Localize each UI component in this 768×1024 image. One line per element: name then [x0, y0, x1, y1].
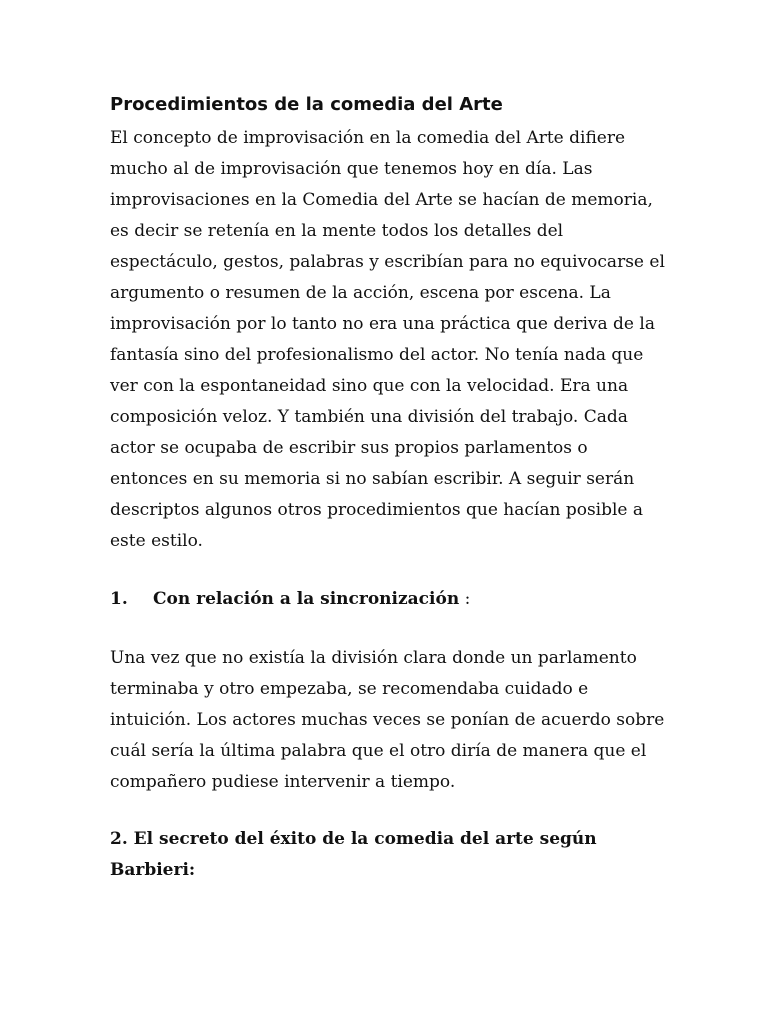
- section-2-heading: 2. El secreto del éxito de la comedia del arte según: [110, 829, 597, 849]
- paragraph-line: terminaba y otro empezaba, se recomendaba cuidado e: [110, 679, 589, 699]
- document-title: Procedimientos de la comedia del Arte: [110, 94, 503, 115]
- paragraph-line: El concepto de improvisación en la comedia del Arte difiere: [110, 128, 626, 148]
- section-1-number: 1.: [110, 589, 128, 609]
- paragraph-line: ver con la espontaneidad sino que con la velocidad. Era una: [110, 376, 629, 396]
- paragraph-line: es decir se retenía en la mente todos los detalles del: [110, 221, 564, 241]
- section-1-heading: [110, 587, 470, 611]
- paragraph-line: espectáculo, gestos, palabras y escribían para no equivocarse el: [110, 252, 665, 272]
- paragraph-line: fantasía sino del profesionalismo del actor. No tenía nada que: [110, 345, 644, 365]
- paragraph-line: mucho al de improvisación que tenemos hoy en día. Las: [110, 159, 593, 179]
- paragraph-line: descriptos algunos otros procedimientos que hacían posible a: [110, 500, 644, 520]
- paragraph-line: intuición. Los actores muchas veces se ponían de acuerdo sobre: [110, 710, 665, 730]
- paragraph-line: compañero pudiese intervenir a tiempo.: [110, 772, 456, 792]
- paragraph-line: composición veloz. Y también una división del trabajo. Cada: [110, 407, 628, 427]
- paragraph-line: cuál sería la última palabra que el otro diría de manera que el: [110, 741, 647, 761]
- section-1-title: Con relación a la sincronización: [153, 589, 460, 609]
- paragraph-line: entonces en su memoria si no sabían escribir. A seguir serán: [110, 469, 635, 489]
- section-1-suffix: :: [459, 589, 471, 609]
- paragraph-line: este estilo.: [110, 531, 203, 551]
- section-2-heading-continued: Barbieri:: [110, 860, 196, 880]
- paragraph-line: Una vez que no existía la división clara donde un parlamento: [110, 648, 637, 668]
- paragraph-line: argumento o resumen de la acción, escena por escena. La: [110, 283, 611, 303]
- paragraph-line: actor se ocupaba de escribir sus propios parlamentos o: [110, 438, 588, 458]
- paragraph-line: improvisaciones en la Comedia del Arte se hacían de memoria,: [110, 190, 653, 210]
- paragraph-line: improvisación por lo tanto no era una práctica que deriva de la: [110, 314, 655, 334]
